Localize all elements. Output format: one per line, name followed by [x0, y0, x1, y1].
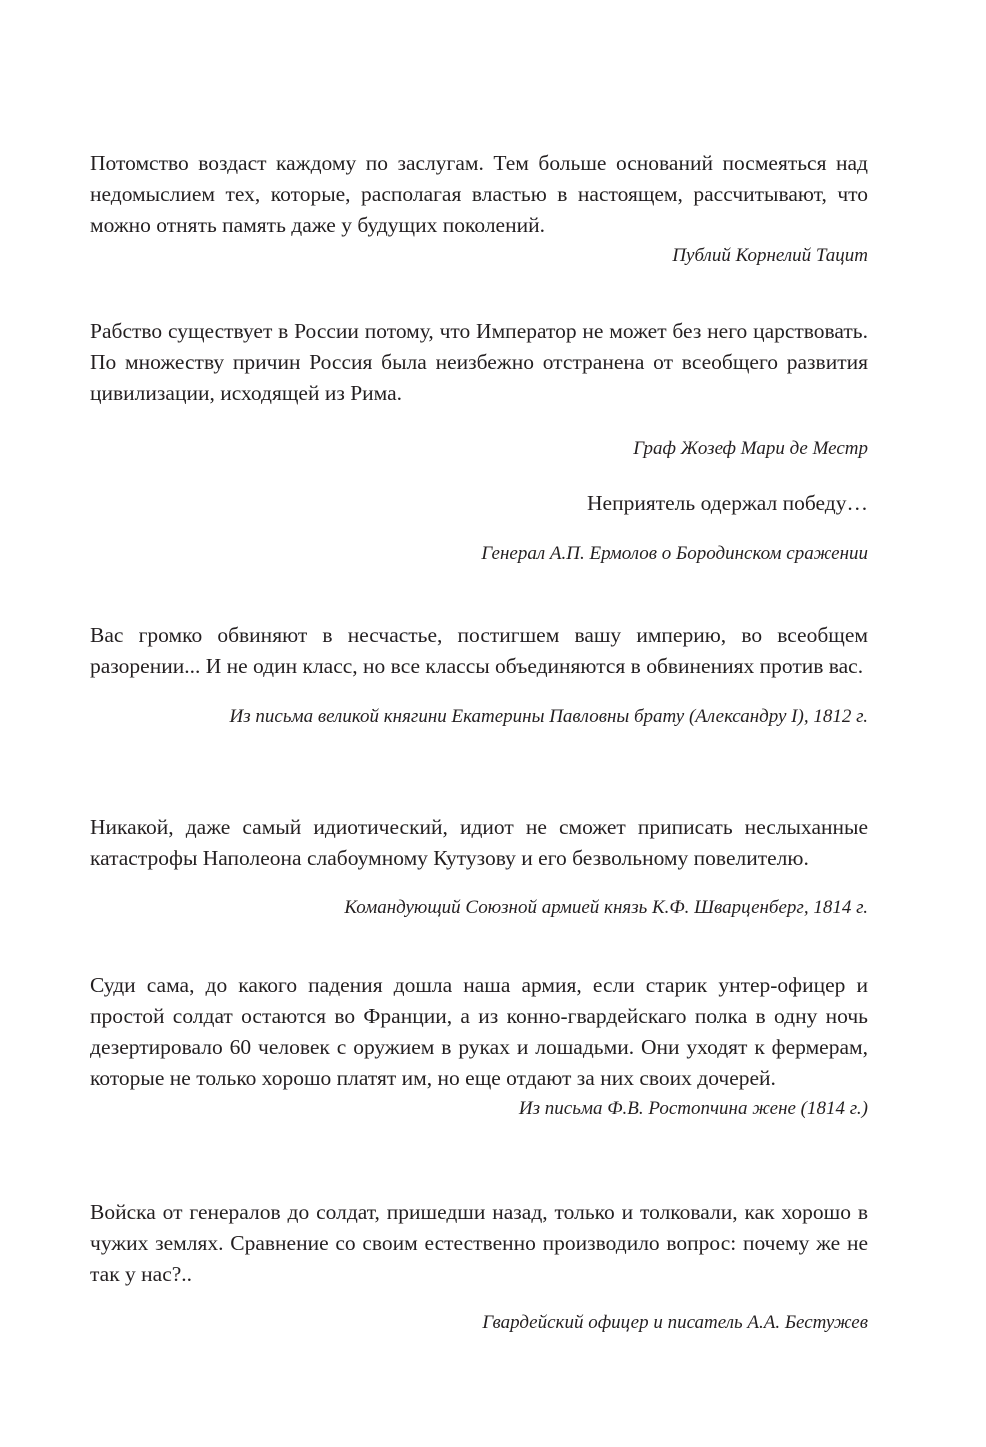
quote-text: Рабство существует в России потому, что Император не может без него царствовать. По множеству причин Россия была неизбежно отстранена от всеобщего развития цивилизации, исходящей из Рима.: [90, 319, 868, 405]
quote-block: [90, 148, 868, 269]
quote-block: [90, 1197, 868, 1336]
quote-block: [90, 316, 868, 462]
quote-attribution: Из письма великой княгини Екатерины Павловны брату (Александру I), 1812 г.: [229, 706, 868, 727]
quote-text: Вас громко обвиняют в несчастье, постигшем вашу империю, во всеобщем разорении... И не один класс, но все классы объединяются в обвинениях против вас.: [90, 623, 868, 678]
quote-text: Неприятель одержал победу…: [587, 491, 868, 515]
quote-block: [90, 812, 868, 921]
quote-text: Суди сама, до какого падения дошла наша армия, если старик унтер-офицер и простой солдат остаются во Франции, а из конно-гвардейскаго полка в одну ночь дезертировало 60 человек с оружием в руках и лошадьми. Они уходят к фермерам, которые не только хорошо платят им, но еще отдают за них своих дочерей.: [90, 973, 868, 1090]
quote-text: Никакой, даже самый идиотический, идиот не сможет приписать неслыханные катастрофы Наполеона слабоумному Кутузову и его безвольному повелителю.: [90, 815, 868, 870]
quote-attribution: Из письма Ф.В. Ростопчина жене (1814 г.): [518, 1098, 868, 1119]
quote-block: [90, 970, 868, 1122]
quote-attribution: Генерал А.П. Ермолов о Бородинском сражении: [481, 543, 868, 564]
quote-block: [90, 488, 868, 567]
quote-attribution: Граф Жозеф Мари де Местр: [633, 438, 868, 459]
quote-block: [90, 620, 868, 730]
quote-text: Потомство воздаст каждому по заслугам. Тем больше оснований посмеяться над недомыслием тех, которые, располагая властью в настоящем, рассчитывают, что можно отнять память даже у будущих поколений.: [90, 151, 868, 237]
quote-text: Войска от генералов до солдат, пришедши назад, только и толковали, как хорошо в чужих землях. Сравнение со своим естественно производило вопрос: почему же не так у нас?..: [90, 1200, 868, 1286]
quote-attribution: Гвардейский офицер и писатель А.А. Бестужев: [482, 1312, 868, 1333]
quote-attribution: Командующий Союзной армией князь К.Ф. Шварценберг, 1814 г.: [344, 897, 868, 918]
quote-attribution: Публий Корнелий Тацит: [672, 245, 868, 266]
